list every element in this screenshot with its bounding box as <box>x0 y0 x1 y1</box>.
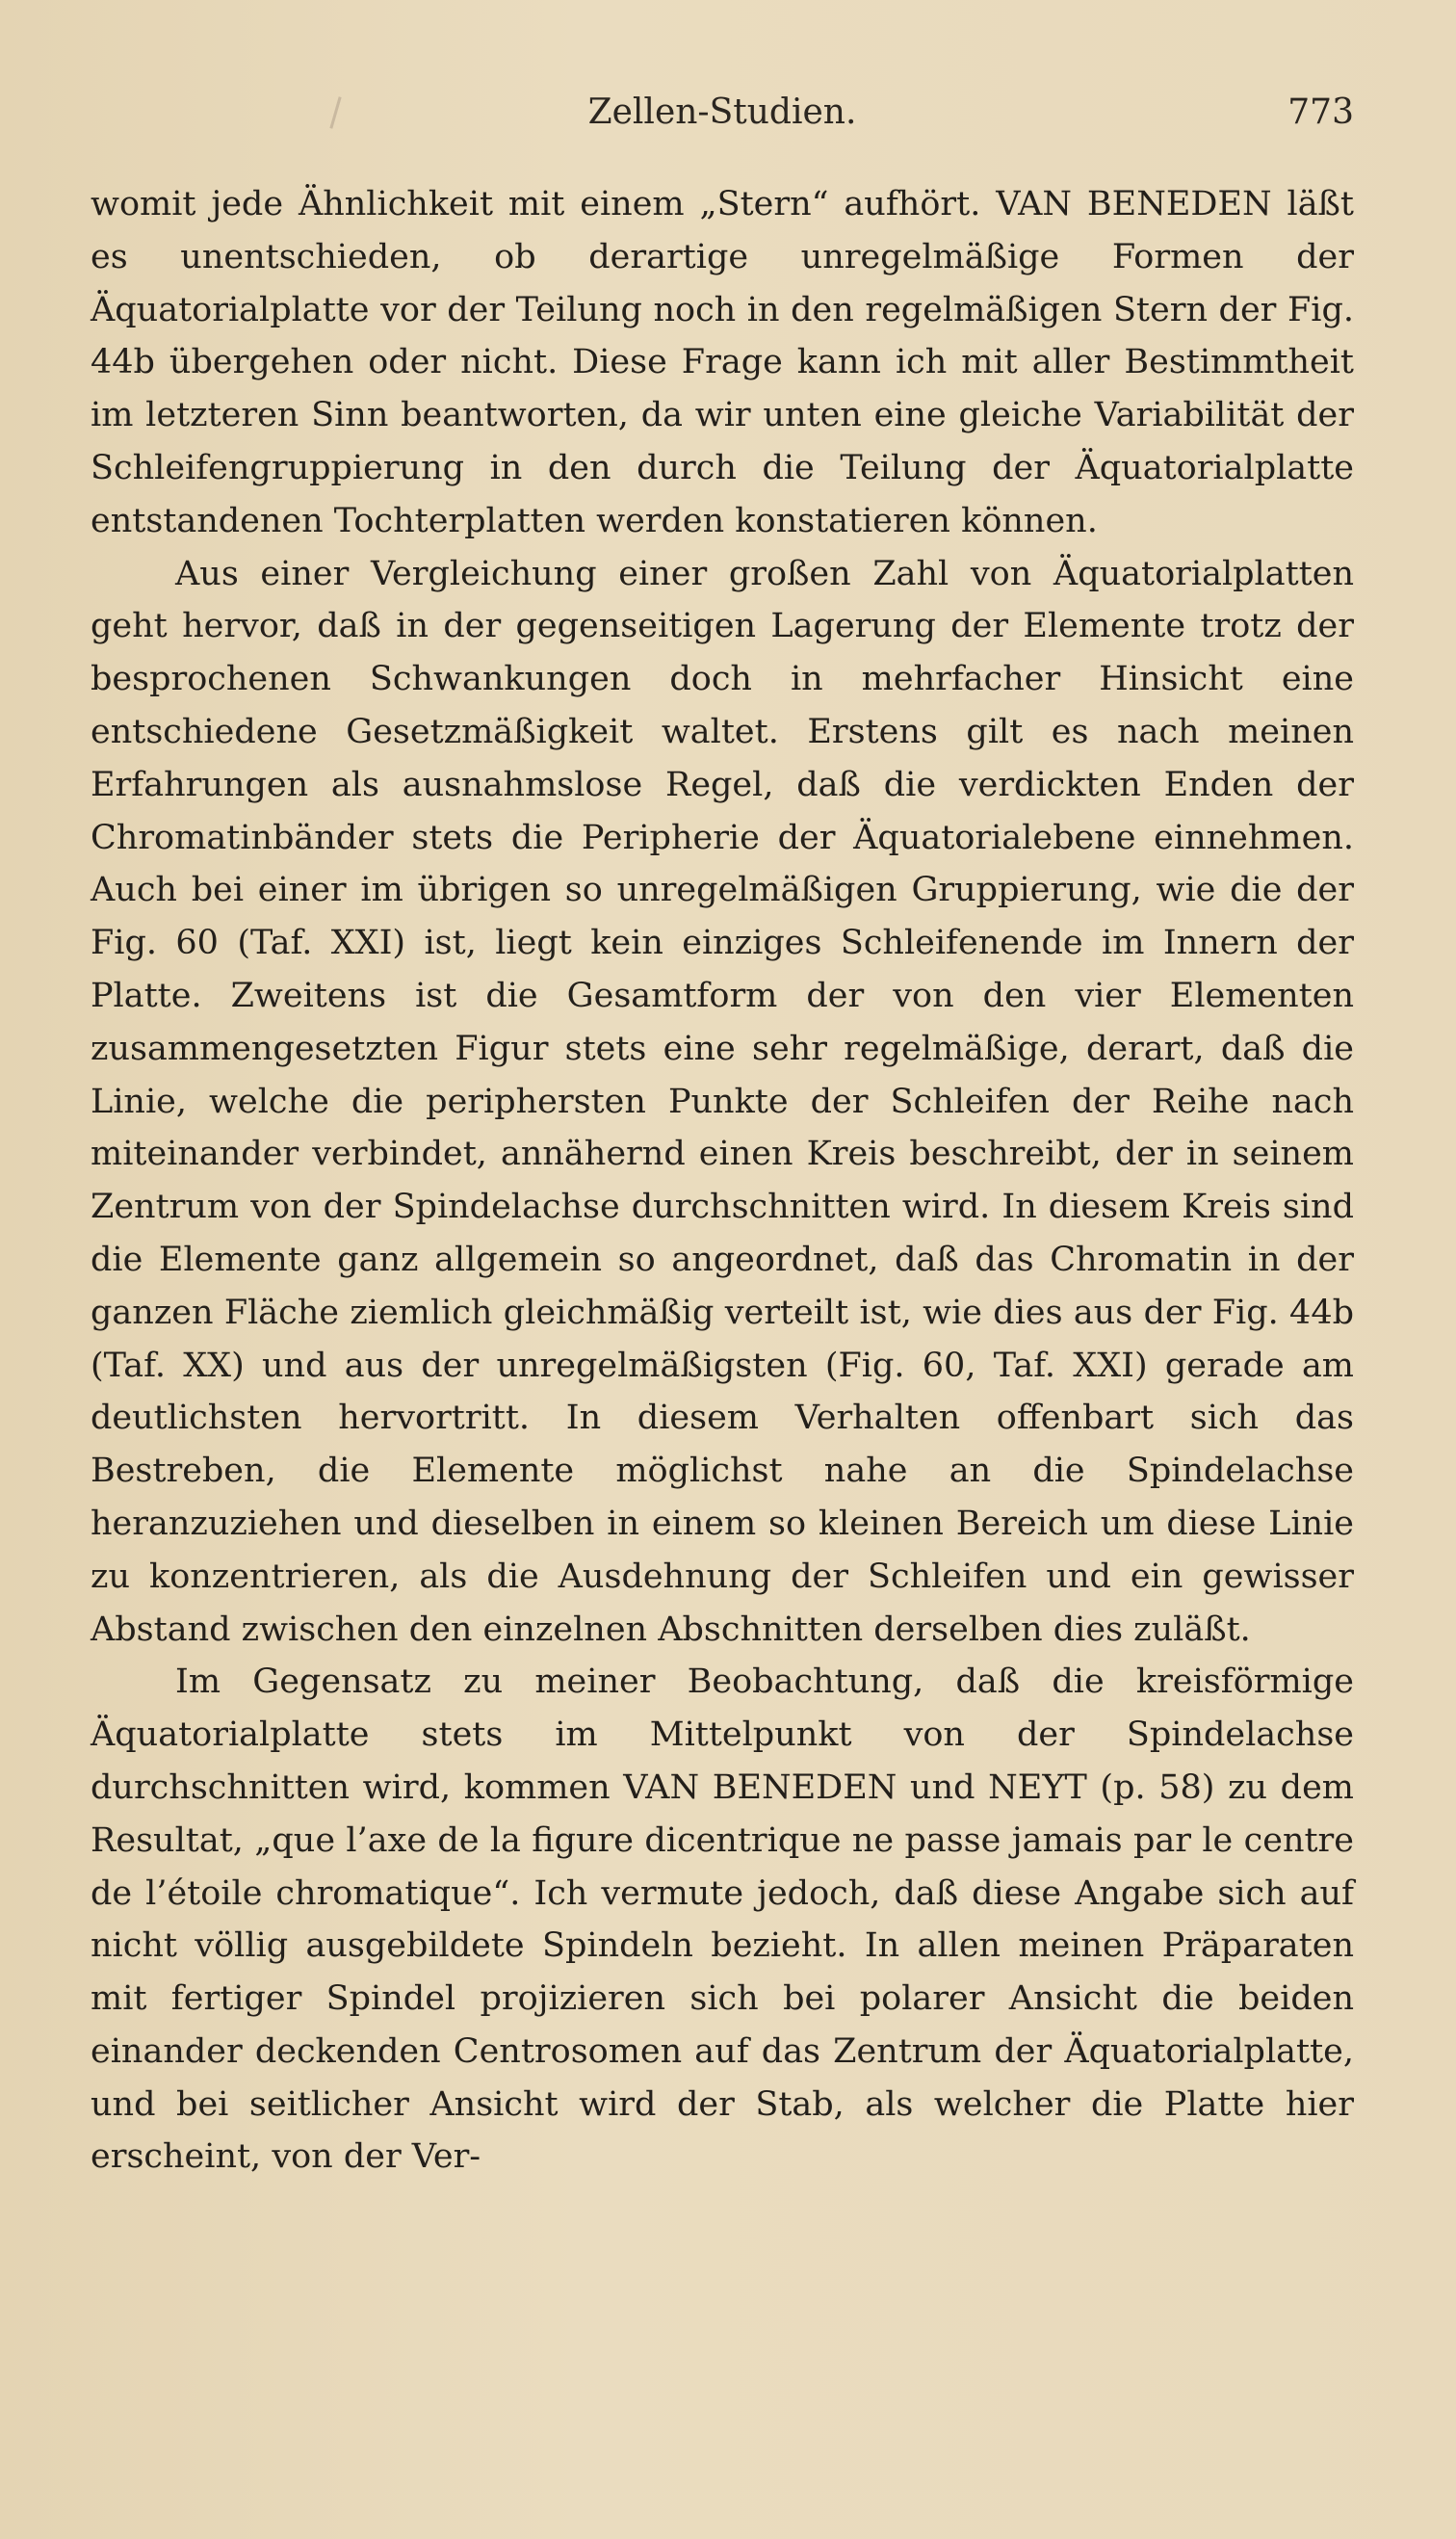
body-text <box>91 178 1354 2184</box>
page-number: 773 <box>1287 92 1354 132</box>
paragraph-2: Aus einer Vergleichung einer großen Zahl von Äquatorialplatten geht hervor, daß in der gegenseitigen Lagerung der Elemente trotz der besprochenen Schwankungen doch in mehrfacher Hinsicht eine entschiedene Gesetzmäßigkeit waltet. Erstens gilt es nach meinen Erfahrungen als ausnahmslose Regel, daß die verdickten Enden der Chromatinbänder stets die Peripherie der Äquatorialebene einnehmen. Auch bei einer im übrigen so unregelmäßigen Gruppierung, wie die der Fig. 60 (Taf. XXI) ist, liegt kein einziges Schleifenende im Innern der Platte. Zweitens ist die Gesamtform der von den vier Elementen zusammengesetzten Figur stets eine sehr regelmäßige, derart, daß die Linie, welche die periphersten Punkte der Schleifen der Reihe nach miteinander verbindet, annähernd einen Kreis beschreibt, der in seinem Zentrum von der Spindelachse durchschnitten wird. In diesem Kreis sind die Elemente ganz allgemein so angeordnet, daß das Chromatin in der ganzen Fläche ziemlich gleichmäßig verteilt ist, wie dies aus der Fig. 44b (Taf. XX) und aus der unregelmäßigsten (Fig. 60, Taf. XXI) gerade am deutlichsten hervortritt. In diesem Verhalten offenbart sich das Bestreben, die Elemente möglichst nahe an die Spindelachse heranzuziehen und dieselben in einem so kleinen Bereich um diese Linie zu konzentrieren, als die Ausdehnung der Schleifen und ein gewisser Abstand zwischen den einzelnen Abschnitten derselben dies zuläßt. <box>91 554 1354 1649</box>
running-title: Zellen-Studien. <box>587 92 857 132</box>
paragraph-3: Im Gegensatz zu meiner Beobachtung, daß die kreisförmige Äquatorialplatte stets im Mittelpunkt von der Spindelachse durchschnitten wird, kommen VAN BENEDEN und NEYT (p. 58) zu dem Resultat, „que l’axe de la figure dicentrique ne passe jamais par le centre de l’étoile chromatique“. Ich vermute jedoch, daß diese Angabe sich auf nicht völlig ausgebildete Spindeln bezieht. In allen meinen Präparaten mit fertiger Spindel projizieren sich bei polarer Ansicht die beiden einander deckenden Centrosomen auf das Zentrum der Äquatorialplatte, und bei seitlicher Ansicht wird der Stab, als welcher die Platte hier erscheint, von der Ver- <box>91 1662 1354 2177</box>
paragraph-1: womit jede Ähnlichkeit mit einem „Stern“ aufhört. VAN BENEDEN läßt es unentschieden, ob derartige unregelmäßige Formen der Äquatorialplatte vor der Teilung noch in den regelmäßigen Stern der Fig. 44b übergehen oder nicht. Diese Frage kann ich mit aller Bestimmtheit im letzteren Sinn beantworten, da wir unten eine gleiche Variabilität der Schleifengruppierung in den durch die Teilung der Äquatorialplatte entstandenen Tochterplatten werden konstatieren können. <box>91 185 1354 540</box>
running-header <box>91 92 1354 141</box>
